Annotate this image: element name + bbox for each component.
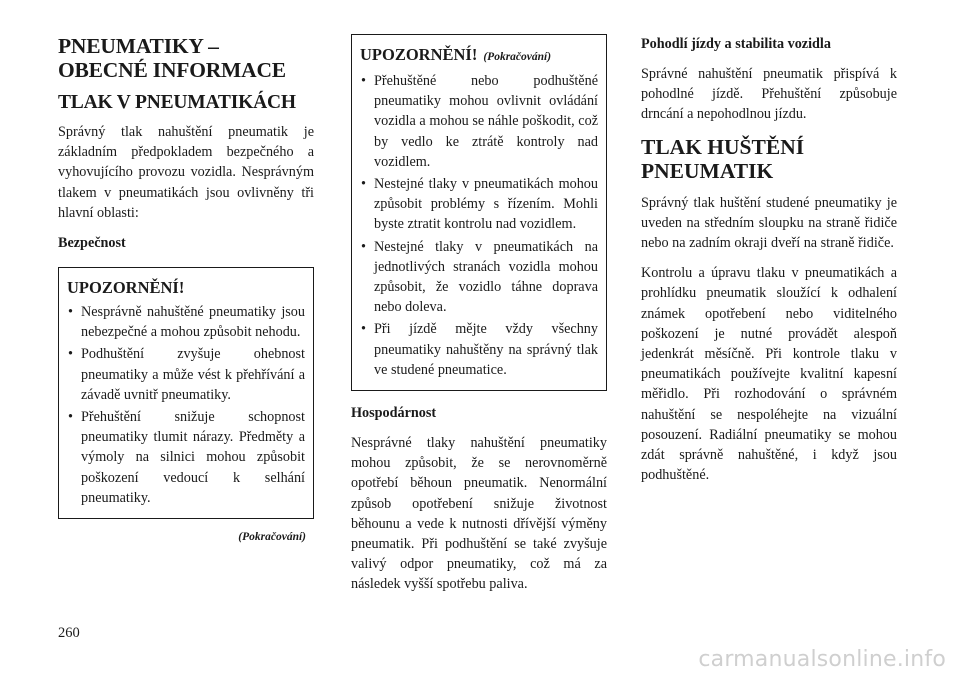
warning-item: • Podhuštění zvyšuje ohebnost pneumatiky a může vést k přehřívání a závadě uvnitř pneumatiky. [67, 344, 305, 405]
warning-continued-label: (Pokračování) [483, 51, 552, 63]
column-left [58, 34, 314, 543]
warning-item: • Při jízdě mějte vždy všechny pneumatiky nahuštěny na správný tlak ve studené pneumatice. [360, 319, 598, 380]
warning-title: UPOZORNĚNÍ! [67, 278, 185, 298]
continued-note: (Pokračování) [238, 531, 306, 544]
safety-heading: Bezpečnost [58, 235, 126, 252]
section-title: PNEUMATIKY – OBECNÉ INFORMACE [58, 34, 286, 82]
warning-title [360, 45, 598, 67]
warning-item: • Přehuštěné nebo podhuštěné pneumatiky mohou ovlivnit ovládání vozidla a mohou se náhle poškodit, což by vedlo ke ztrátě kontroly nad vozidlem. [360, 71, 598, 172]
economy-paragraph: Nesprávné tlaky nahuštění pneumatiky mohou způsobit, že se nerovnoměrně opotřebí běhoun pneumatik. Nenormální způsob opotřebení snižuje životnost běhounu a vede k nutnosti dřívější výměny pneumatik. Při podhuštění se také zvyšuje valivý odpor pneumatiky, což má za následek vyšší spotřebu paliva. [351, 435, 607, 593]
warning-list [67, 302, 305, 508]
warning-list [360, 71, 598, 380]
inflation-paragraph-2: Kontrolu a úpravu tlaku v pneumatikách a prohlídku pneumatik sloužící k odhalení známek opotřebení nebo viditelného poškození je nutné provádět alespoň jedenkrát měsíčně. Při kontrole tlaku v pneumatikách používejte kvalitní kapesní měřidlo. Při rozhodování o správném nahuštění se nespoléhejte na vizuální posouzení. Radiální pneumatiky se mohou zdát správně nahuštěné, i když jsou podhuštěné. [641, 265, 897, 484]
economy-heading: Hospodárnost [351, 405, 437, 422]
warning-item: • Nestejné tlaky v pneumatikách mohou způsobit problémy s řízením. Mohli byste ztratit kontrolu nad vozidlem. [360, 174, 598, 235]
comfort-heading: Pohodlí jízdy a stabilita vozidla [641, 36, 831, 52]
section-subtitle: TLAK V PNEUMATIKÁCH [58, 92, 296, 113]
warning-title-text: UPOZORNĚNÍ! [360, 45, 478, 64]
comfort-paragraph: Správné nahuštění pneumatik přispívá k pohodlné jízdě. Přehuštění způsobuje drncání a nepohodlnou jízdu. [641, 66, 897, 123]
page-number: 260 [58, 625, 80, 641]
column-right [641, 34, 897, 495]
inflation-paragraph-1: Správný tlak huštění studené pneumatiky je uveden na středním sloupku na straně řidiče nebo na zadním okraji dveří na straně řidiče. [641, 194, 897, 252]
warning-item: • Přehuštění snižuje schopnost pneumatiky tlumit nárazy. Předměty a výmoly na silnici mohou způsobit poškození vedoucí k selhání pneumatiky. [67, 407, 305, 508]
intro-paragraph: Správný tlak nahuštění pneumatik je základním předpokladem bezpečného a vyhovujícího provozu vozidla. Nesprávným tlakem v pneumatikách jsou ovlivněny tři hlavní oblasti: [58, 124, 314, 221]
inflation-title: TLAK HUŠTĚNÍ PNEUMATIK [641, 134, 805, 183]
warning-item: • Nesprávně nahuštěné pneumatiky jsou nebezpečné a mohou způsobit nehodu. [67, 302, 305, 342]
watermark: carmanualsonline.info [698, 647, 946, 672]
warning-box [58, 267, 314, 519]
column-middle [351, 34, 607, 605]
warning-item: • Nestejné tlaky v pneumatikách na jednotlivých stranách vozidla mohou způsobit, že vozidlo táhne doprava nebo doleva. [360, 237, 598, 318]
warning-box-continued [351, 34, 607, 391]
